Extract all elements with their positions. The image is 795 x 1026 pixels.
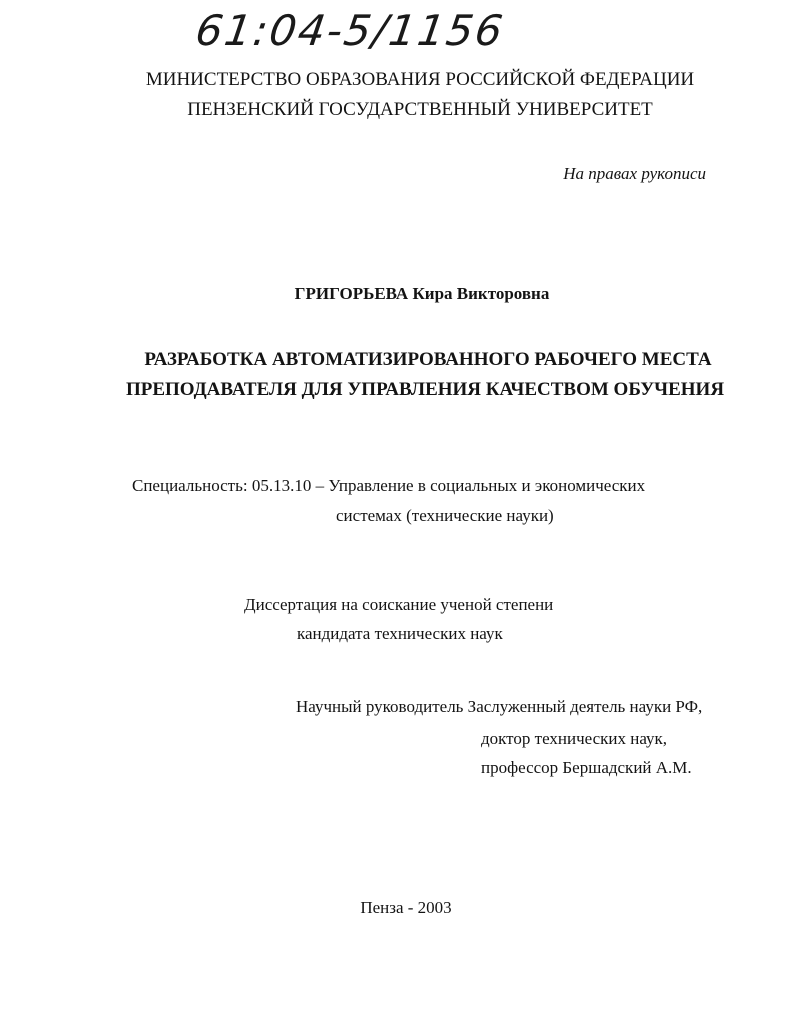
ministry-heading: МИНИСТЕРСТВО ОБРАЗОВАНИЯ РОССИЙСКОЙ ФЕДЕРАЦИИ xyxy=(145,69,695,90)
thesis-title-line-2: ПРЕПОДАВАТЕЛЯ ДЛЯ УПРАВЛЕНИЯ КАЧЕСТВОМ ОБУЧЕНИЯ xyxy=(125,379,725,400)
dissertation-line-1: Диссертация на соискание ученой степени xyxy=(244,595,554,614)
specialty-line-1: Специальность: 05.13.10 – Управление в социальных и экономических xyxy=(132,476,646,495)
supervisor-line-3: профессор Бершадский А.М. xyxy=(481,758,692,777)
university-heading: ПЕНЗЕНСКИЙ ГОСУДАРСТВЕННЫЙ УНИВЕРСИТЕТ xyxy=(187,99,653,120)
author-name xyxy=(0,285,795,302)
specialty-line-2: системах (технические науки) xyxy=(336,506,554,525)
handwritten-call-number: 61:04-5/1156 xyxy=(192,6,508,55)
author-given-names: Кира Викторовна xyxy=(412,284,550,303)
city-year: Пенза - 2003 xyxy=(360,898,452,917)
supervisor-line-1: Научный руководитель Заслуженный деятель науки РФ, xyxy=(296,697,703,716)
supervisor-line-2: доктор технических наук, xyxy=(481,729,668,748)
dissertation-line-2: кандидата технических наук xyxy=(297,624,503,643)
author-surname: ГРИГОРЬЕВА xyxy=(294,284,409,303)
thesis-title-line-1: РАЗРАБОТКА АВТОМАТИЗИРОВАННОГО РАБОЧЕГО МЕСТА xyxy=(144,349,712,370)
manuscript-note: На правах рукописи xyxy=(563,164,706,183)
